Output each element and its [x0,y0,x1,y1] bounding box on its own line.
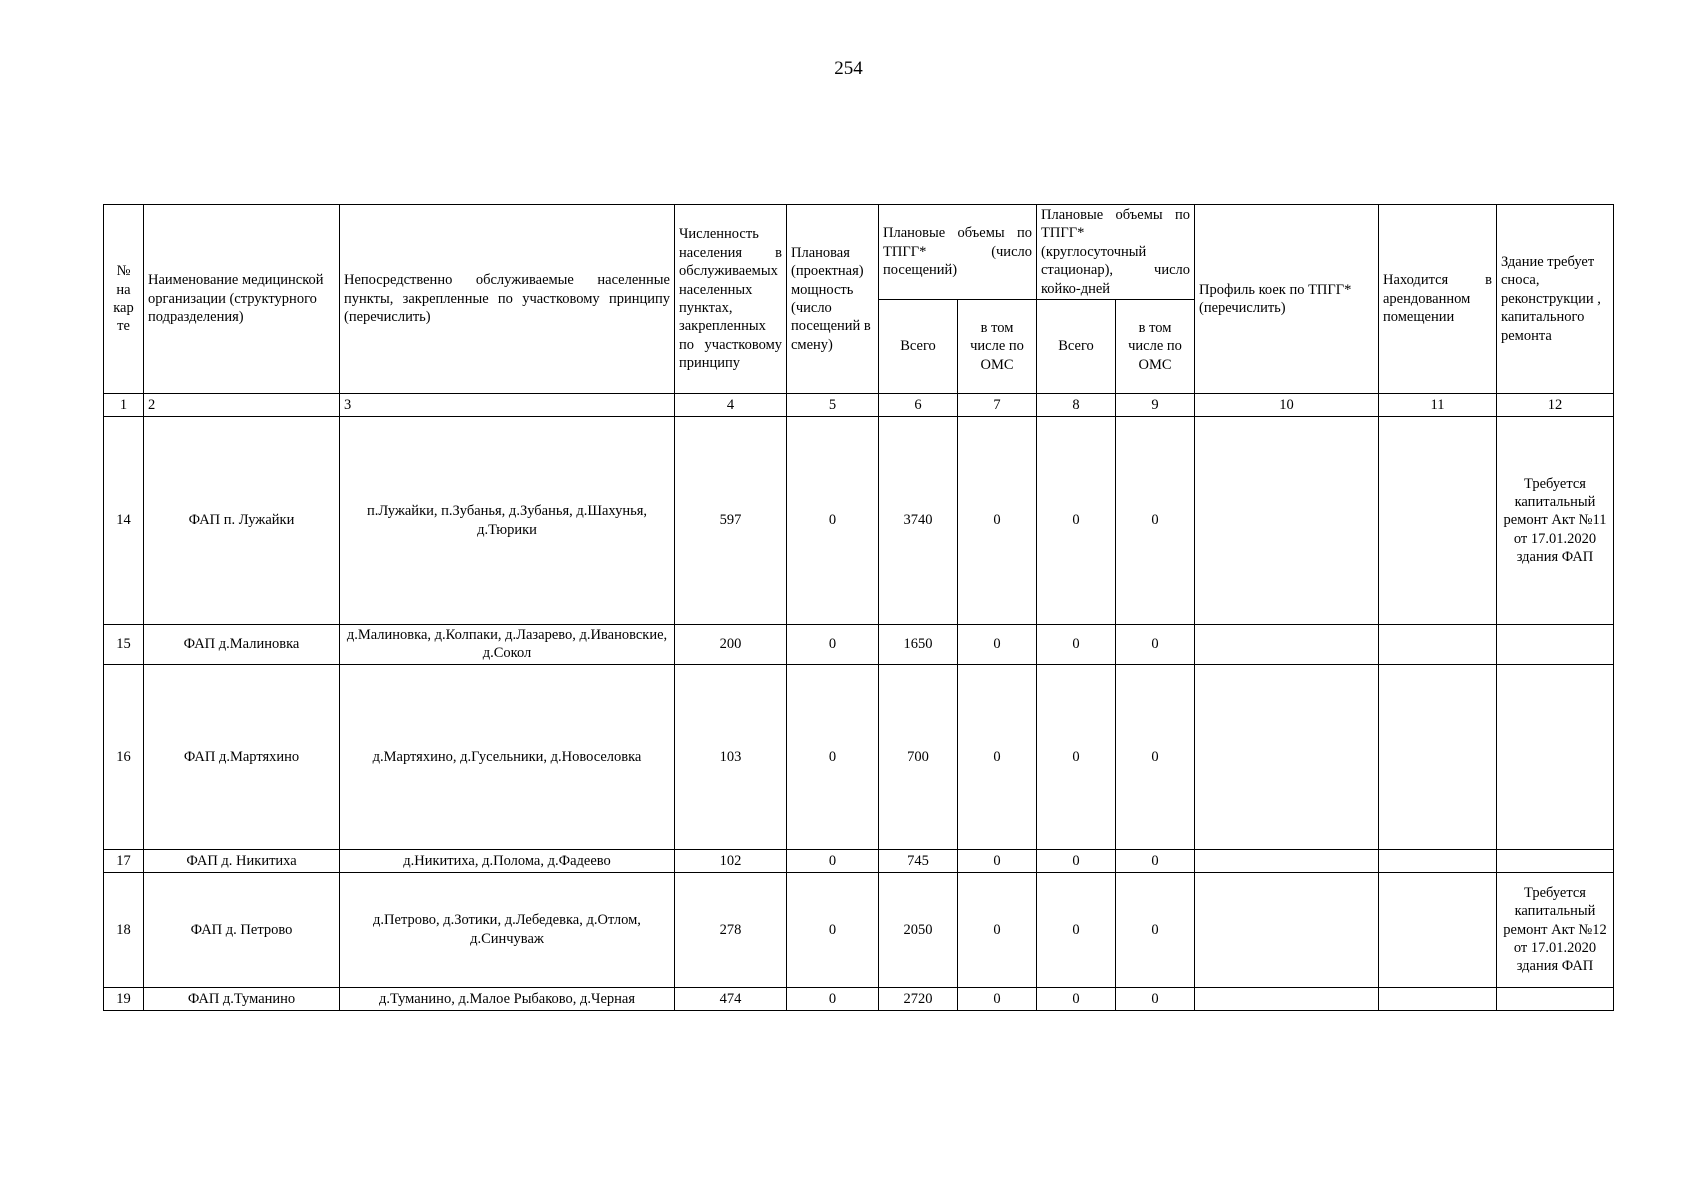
header-rented: Находится в арендованном помещении [1379,205,1497,394]
row-repair: Требуется капитальный ремонт Акт №12 от 17.01.2020 здания ФАП [1497,872,1614,987]
row-beds-total: 0 [1037,872,1116,987]
table-row [104,417,1614,625]
row-population: 102 [675,849,787,872]
column-number: 12 [1497,394,1614,417]
table-row [104,872,1614,987]
row-bed-profile [1195,987,1379,1010]
row-bed-profile [1195,872,1379,987]
row-capacity: 0 [787,872,879,987]
row-org-name: ФАП д.Туманино [144,987,340,1010]
header-population: Численность населения в обслуживаемых населенных пунктах, закрепленных по участковому принципу [675,205,787,394]
row-org-name: ФАП п. Лужайки [144,417,340,625]
row-beds-oms: 0 [1116,849,1195,872]
row-num: 14 [104,417,144,625]
header-visits-oms: в том числе по ОМС [958,300,1037,394]
row-rented [1379,849,1497,872]
column-numbers-row [104,394,1614,417]
column-number: 6 [879,394,958,417]
row-visits-oms: 0 [958,987,1037,1010]
header-beds-group: Плановые объемы по ТПГГ* (круглосуточный стационар), число койко-дней [1037,205,1195,300]
row-num: 17 [104,849,144,872]
row-capacity: 0 [787,849,879,872]
facilities-table [103,204,1614,1011]
row-rented [1379,987,1497,1010]
row-places: д.Малиновка, д.Колпаки, д.Лазарево, д.Ивановские, д.Сокол [340,625,675,665]
row-rented [1379,872,1497,987]
row-population: 278 [675,872,787,987]
row-visits-oms: 0 [958,872,1037,987]
row-num: 15 [104,625,144,665]
row-visits-oms: 0 [958,625,1037,665]
row-visits-oms: 0 [958,417,1037,625]
table-row [104,849,1614,872]
row-visits-total: 1650 [879,625,958,665]
column-number: 4 [675,394,787,417]
row-visits-total: 700 [879,664,958,849]
row-bed-profile [1195,625,1379,665]
row-places: д.Мартяхино, д.Гусельники, д.Новоселовка [340,664,675,849]
column-number: 7 [958,394,1037,417]
row-bed-profile [1195,664,1379,849]
page-number: 254 [834,58,863,79]
header-beds-total: Всего [1037,300,1116,394]
row-population: 474 [675,987,787,1010]
row-visits-total: 745 [879,849,958,872]
header-num: № на кар те [104,205,144,394]
table-row [104,625,1614,665]
column-number: 5 [787,394,879,417]
row-visits-oms: 0 [958,849,1037,872]
row-bed-profile [1195,417,1379,625]
row-capacity: 0 [787,625,879,665]
row-rented [1379,625,1497,665]
row-repair [1497,849,1614,872]
column-number: 9 [1116,394,1195,417]
row-beds-total: 0 [1037,664,1116,849]
row-visits-oms: 0 [958,664,1037,849]
row-num: 18 [104,872,144,987]
row-beds-total: 0 [1037,849,1116,872]
header-bed-profile: Профиль коек по ТПГГ* (перечислить) [1195,205,1379,394]
row-repair [1497,664,1614,849]
header-visits-group: Плановые объемы по ТПГГ* (число посещений) [879,205,1037,300]
header-visits-total: Всего [879,300,958,394]
row-capacity: 0 [787,664,879,849]
header-org-name: Наименование медицинской организации (структурного подразделения) [144,205,340,394]
row-beds-oms: 0 [1116,625,1195,665]
row-bed-profile [1195,849,1379,872]
row-capacity: 0 [787,987,879,1010]
column-number: 8 [1037,394,1116,417]
row-num: 19 [104,987,144,1010]
row-org-name: ФАП д.Малиновка [144,625,340,665]
row-org-name: ФАП д.Мартяхино [144,664,340,849]
row-beds-total: 0 [1037,987,1116,1010]
header-row-1 [104,205,1614,300]
column-number: 3 [340,394,675,417]
column-number: 11 [1379,394,1497,417]
row-rented [1379,664,1497,849]
row-repair [1497,987,1614,1010]
row-places: д.Петрово, д.Зотики, д.Лебедевка, д.Отлом, д.Синчуваж [340,872,675,987]
row-num: 16 [104,664,144,849]
row-visits-total: 2720 [879,987,958,1010]
header-repair: Здание требует сноса, реконструкции , капитального ремонта [1497,205,1614,394]
row-org-name: ФАП д. Петрово [144,872,340,987]
header-capacity: Плановая (проектная) мощность (число посещений в смену) [787,205,879,394]
row-beds-oms: 0 [1116,417,1195,625]
header-places: Непосредственно обслуживаемые населенные пункты, закрепленные по участковому принципу (перечислить) [340,205,675,394]
row-population: 200 [675,625,787,665]
column-number: 2 [144,394,340,417]
row-places: п.Лужайки, п.Зубанья, д.Зубанья, д.Шахунья, д.Тюрики [340,417,675,625]
row-beds-total: 0 [1037,625,1116,665]
header-beds-oms: в том числе по ОМС [1116,300,1195,394]
row-beds-oms: 0 [1116,987,1195,1010]
row-rented [1379,417,1497,625]
row-population: 597 [675,417,787,625]
row-repair: Требуется капитальный ремонт Акт №11 от 17.01.2020 здания ФАП [1497,417,1614,625]
column-number: 1 [104,394,144,417]
row-repair [1497,625,1614,665]
row-places: д.Никитиха, д.Полома, д.Фадеево [340,849,675,872]
table-row [104,987,1614,1010]
row-beds-oms: 0 [1116,872,1195,987]
table-row [104,664,1614,849]
row-beds-oms: 0 [1116,664,1195,849]
row-visits-total: 3740 [879,417,958,625]
row-org-name: ФАП д. Никитиха [144,849,340,872]
row-visits-total: 2050 [879,872,958,987]
row-beds-total: 0 [1037,417,1116,625]
row-places: д.Туманино, д.Малое Рыбаково, д.Черная [340,987,675,1010]
column-number: 10 [1195,394,1379,417]
row-population: 103 [675,664,787,849]
row-capacity: 0 [787,417,879,625]
